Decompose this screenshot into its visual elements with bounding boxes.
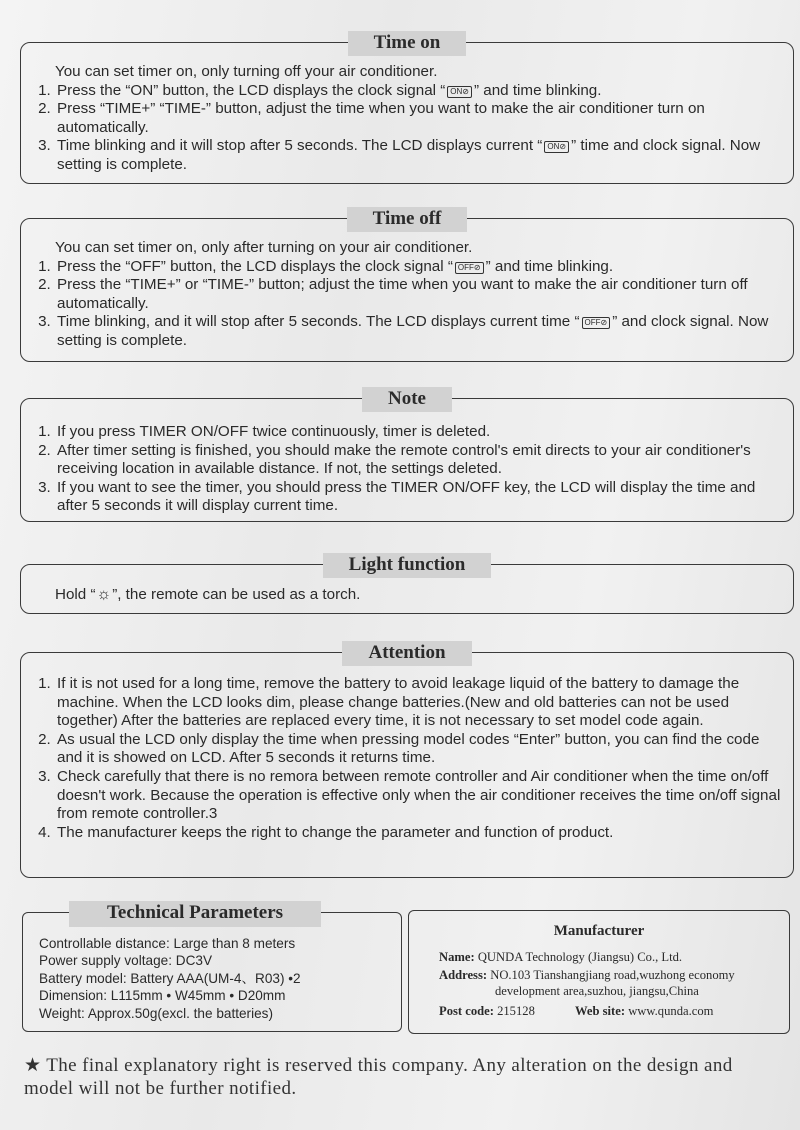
tech-line-voltage: Power supply voltage: DC3V bbox=[39, 953, 213, 969]
tech-line-battery: Battery model: Battery AAA(UM-4、R03) •2 bbox=[39, 970, 301, 986]
time-on-intro: You can set timer on, only turning off your air conditioner. bbox=[55, 63, 438, 80]
note-section bbox=[20, 387, 794, 522]
time-off-step-3: 3. Time blinking, and it will stop after 5 seconds. The LCD displays current time “ OFF⊘ ” and clock signal. Now setting is complete. bbox=[55, 313, 781, 350]
light-icon: ☼ bbox=[96, 586, 112, 603]
time-on-step-2: 2. Press “TIME+” “TIME-” button, adjust the time when you want to make the air conditioner turn on automatically. bbox=[55, 100, 781, 137]
manufacturer-address: Address: NO.103 Tianshangjiang road,wuzhong economy bbox=[439, 968, 735, 982]
attention-item-4: 4. The manufacturer keeps the right to change the parameter and function of product. bbox=[55, 824, 781, 843]
note-title: Note bbox=[362, 387, 452, 412]
manufacturer-section bbox=[408, 910, 790, 1034]
technical-parameters-title: Technical Parameters bbox=[69, 901, 321, 927]
time-on-section bbox=[20, 31, 794, 184]
technical-parameters-section bbox=[22, 902, 402, 1032]
off-clock-icon: OFF⊘ bbox=[455, 262, 484, 274]
on-clock-icon: ON⊘ bbox=[544, 141, 569, 153]
attention-item-1: 1. If it is not used for a long time, remove the battery to avoid leakage liquid of the battery to damage the machine. When the LCD looks dim, please change batteries.(New and old batteries can not be used together) After the batteries are replaced every time, it is not necessary to set model code again. bbox=[55, 675, 781, 731]
attention-item-2: 2. As usual the LCD only display the time when pressing model codes “Enter” button, you can find the code and it is showed on LCD. After 5 seconds it returns time. bbox=[55, 731, 781, 768]
manufacturer-title: Manufacturer bbox=[553, 923, 645, 939]
star-icon: ★ bbox=[24, 1055, 42, 1076]
time-on-title: Time on bbox=[348, 31, 467, 56]
note-item-2: 2. After timer setting is finished, you should make the remote control's emit directs to your air conditioner's receiving location in available distance. If not, the settings deleted. bbox=[55, 442, 781, 479]
on-clock-icon: ON⊘ bbox=[447, 86, 472, 98]
manufacturer-name: Name: QUNDA Technology (Jiangsu) Co., Ltd. bbox=[439, 950, 683, 964]
light-function-section bbox=[20, 553, 794, 614]
light-function-title: Light function bbox=[323, 553, 492, 578]
time-off-title: Time off bbox=[347, 207, 468, 232]
attention-item-3: 3. Check carefully that there is no remora between remote controller and Air conditioner when the time on/off doesn't work. Because the operation is effective only when the air conditioner receives the time on/off signal from remote controller.3 bbox=[55, 768, 781, 824]
footer-text: The final explanatory right is reserved this company. Any alteration on the design and model will not be further notified. bbox=[24, 1055, 733, 1099]
attention-title: Attention bbox=[342, 641, 471, 666]
tech-line-weight: Weight: Approx.50g(excl. the batteries) bbox=[39, 1005, 273, 1021]
time-on-step-1: 1. Press the “ON” button, the LCD displays the clock signal “ ON⊘ ” and time blinking. bbox=[55, 82, 781, 101]
footer-disclaimer bbox=[24, 1054, 784, 1100]
time-off-intro: You can set timer on, only after turning on your air conditioner. bbox=[55, 239, 473, 256]
tech-line-distance: Controllable distance: Large than 8 meters bbox=[39, 936, 296, 951]
time-on-step-3: 3. Time blinking and it will stop after 5 seconds. The LCD displays current “ ON⊘ ” time and clock signal. Now setting is complete. bbox=[55, 137, 781, 174]
note-item-3: 3. If you want to see the timer, you should press the TIMER ON/OFF key, the LCD will display the time and after 5 seconds it will display current time. bbox=[55, 479, 781, 516]
time-off-section bbox=[20, 207, 794, 362]
time-off-step-2: 2. Press the “TIME+” or “TIME-” button; adjust the time when you want to make the air conditioner turn off automatically. bbox=[55, 276, 781, 313]
manufacturer-post-code: Post code: 215128 bbox=[439, 1004, 535, 1018]
attention-section bbox=[20, 641, 794, 878]
tech-line-dimension: Dimension: L115mm • W45mm • D20mm bbox=[39, 988, 286, 1004]
manufacturer-address-line2: development area,suzhou, jiangsu,China bbox=[495, 984, 699, 998]
light-function-text: Hold “☼”, the remote can be used as a torch. bbox=[55, 586, 361, 603]
time-off-step-1: 1. Press the “OFF” button, the LCD displays the clock signal “ OFF⊘ ” and time blinking. bbox=[55, 258, 781, 277]
manufacturer-website: Web site: www.qunda.com bbox=[575, 1004, 714, 1018]
note-item-1: 1. If you press TIMER ON/OFF twice continuously, timer is deleted. bbox=[55, 423, 781, 442]
off-clock-icon: OFF⊘ bbox=[582, 317, 611, 329]
